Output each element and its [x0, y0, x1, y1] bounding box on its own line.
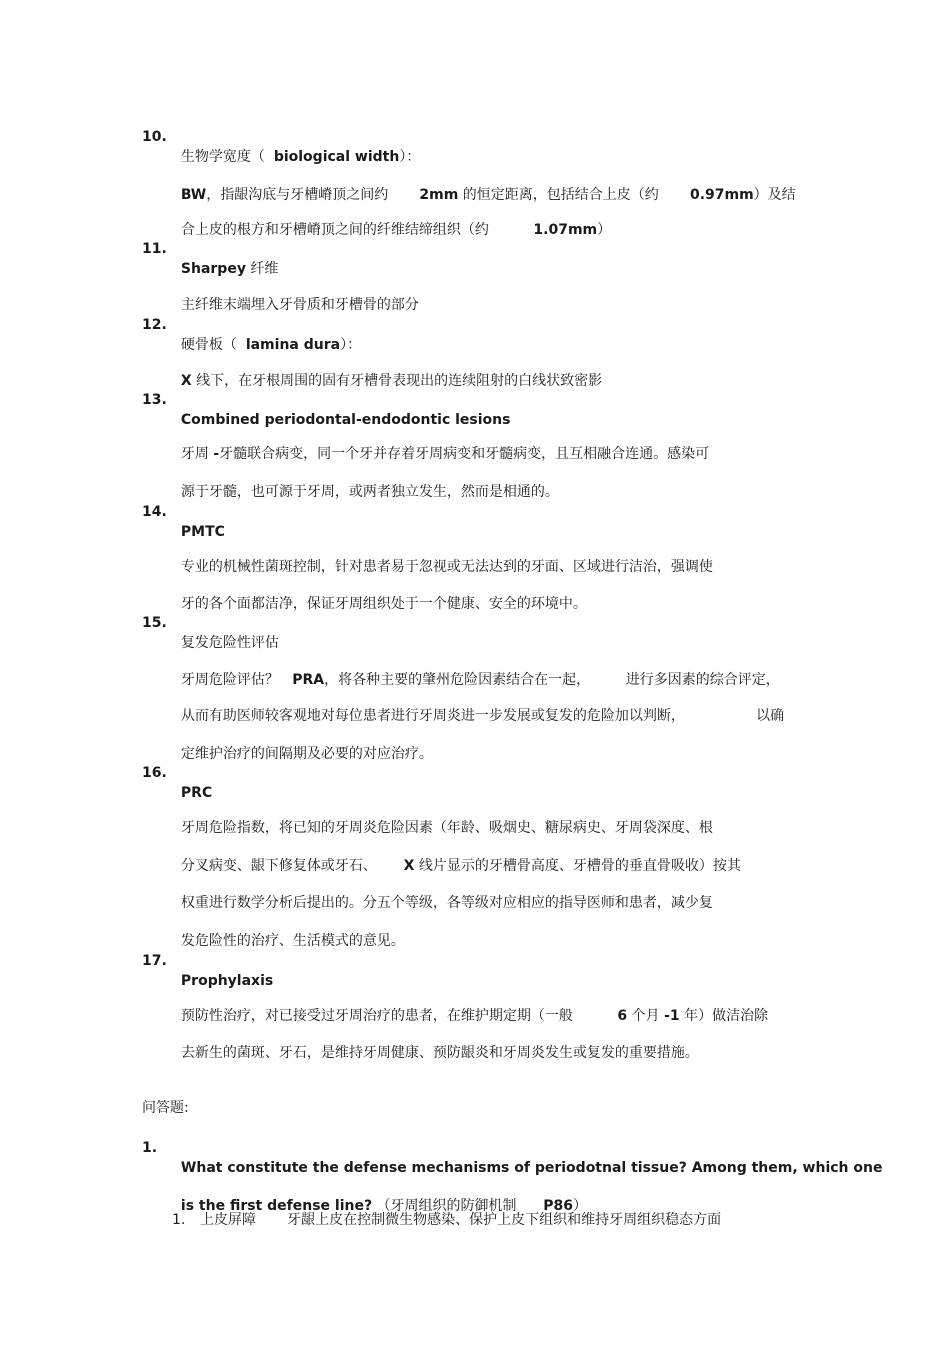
term-body-line: 专业的机械性菌斑控制，针对患者易于忽视或无法达到的牙面、区域进行洁治，强调使 [180, 559, 713, 575]
term-number: 10. [142, 129, 167, 145]
term-body-line: 去新生的菌斑、牙石，是维持牙周健康、预防龈炎和牙周炎发生或复发的重要措施。 [180, 1045, 699, 1061]
term-heading: 硬骨板（ lamina dura）： [180, 337, 362, 353]
term-body-line: 发危险性的治疗、生活模式的意见。 [180, 933, 405, 949]
term-heading: Sharpey 纤维 [180, 261, 279, 277]
term-number: 12. [142, 317, 167, 333]
term-heading: Prophylaxis [180, 973, 274, 989]
term-heading: 复发危险性评估 [180, 635, 279, 651]
answer-item-number: 1. [172, 1212, 186, 1228]
term-body-line: 定维护治疗的间隔期及必要的对应治疗。 [180, 746, 433, 762]
term-body-line: 预防性治疗，对已接受过牙周治疗的患者，在维护期定期（一般 6 个月 -1 年）做洁治除 [180, 1008, 769, 1024]
term-heading: Combined periodontal-endodontic lesions [180, 412, 511, 428]
term-body-line: 分叉病变、龈下修复体或牙石、 X 线片显示的牙槽骨高度、牙槽骨的垂直骨吸收）按其 [180, 858, 741, 874]
term-body-line: BW，指龈沟底与牙槽嵴顶之间约 2mm 的恒定距离，包括结合上皮（约 0.97mm）及结 [180, 187, 796, 203]
term-body-line: 牙周危险指数，将已知的牙周炎危险因素（年龄、吸烟史、糖尿病史、牙周袋深度、根 [180, 820, 713, 836]
question-line: is the first defense line? （牙周组织的防御机制 P86） [180, 1198, 587, 1214]
term-body-line: 合上皮的根方和牙槽嵴顶之间的纤维结缔组织（约 1.07mm） [180, 222, 612, 238]
term-heading: 生物学宽度（ biological width）： [180, 149, 421, 165]
answer-item-text: 上皮屏障 牙龈上皮在控制微生物感染、保护上皮下组织和维持牙周组织稳态方面 [200, 1212, 722, 1228]
term-body-line: 权重进行数学分析后提出的。分五个等级，各等级对应相应的指导医师和患者，减少复 [180, 895, 713, 911]
question-number: 1. [142, 1140, 158, 1156]
term-body-line: 牙的各个面都洁净，保证牙周组织处于一个健康、安全的环境中。 [180, 596, 587, 612]
term-body-line: 主纤维末端埋入牙骨质和牙槽骨的部分 [180, 297, 419, 313]
term-body-line: 源于牙髓，也可源于牙周，或两者独立发生，然而是相通的。 [180, 484, 559, 500]
qa-heading: 问答题: [142, 1100, 189, 1116]
term-body-line: X 线下，在牙根周围的固有牙槽骨表现出的连续阻射的白线状致密影 [180, 373, 603, 389]
term-body-line: 牙周 -牙髓联合病变，同一个牙并存着牙周病变和牙髓病变，且互相融合连通。感染可 [180, 446, 710, 462]
term-number: 11. [142, 241, 167, 257]
term-number: 13. [142, 392, 167, 408]
term-number: 16. [142, 765, 167, 781]
term-heading: PMTC [180, 524, 225, 540]
term-number: 14. [142, 504, 167, 520]
term-number: 17. [142, 953, 167, 969]
question-line: What constitute the defense mechanisms of periodotnal tissue? Among them, which one [180, 1160, 883, 1176]
term-body-line: 从而有助医师较客观地对每位患者进行牙周炎进一步发展或复发的危险加以判断， 以确 [180, 708, 785, 724]
term-body-line: 牙周危险评估？ PRA，将各种主要的肇州危险因素结合在一起， 进行多因素的综合评定， [180, 672, 780, 688]
term-number: 15. [142, 615, 167, 631]
term-heading: PRC [180, 785, 213, 801]
